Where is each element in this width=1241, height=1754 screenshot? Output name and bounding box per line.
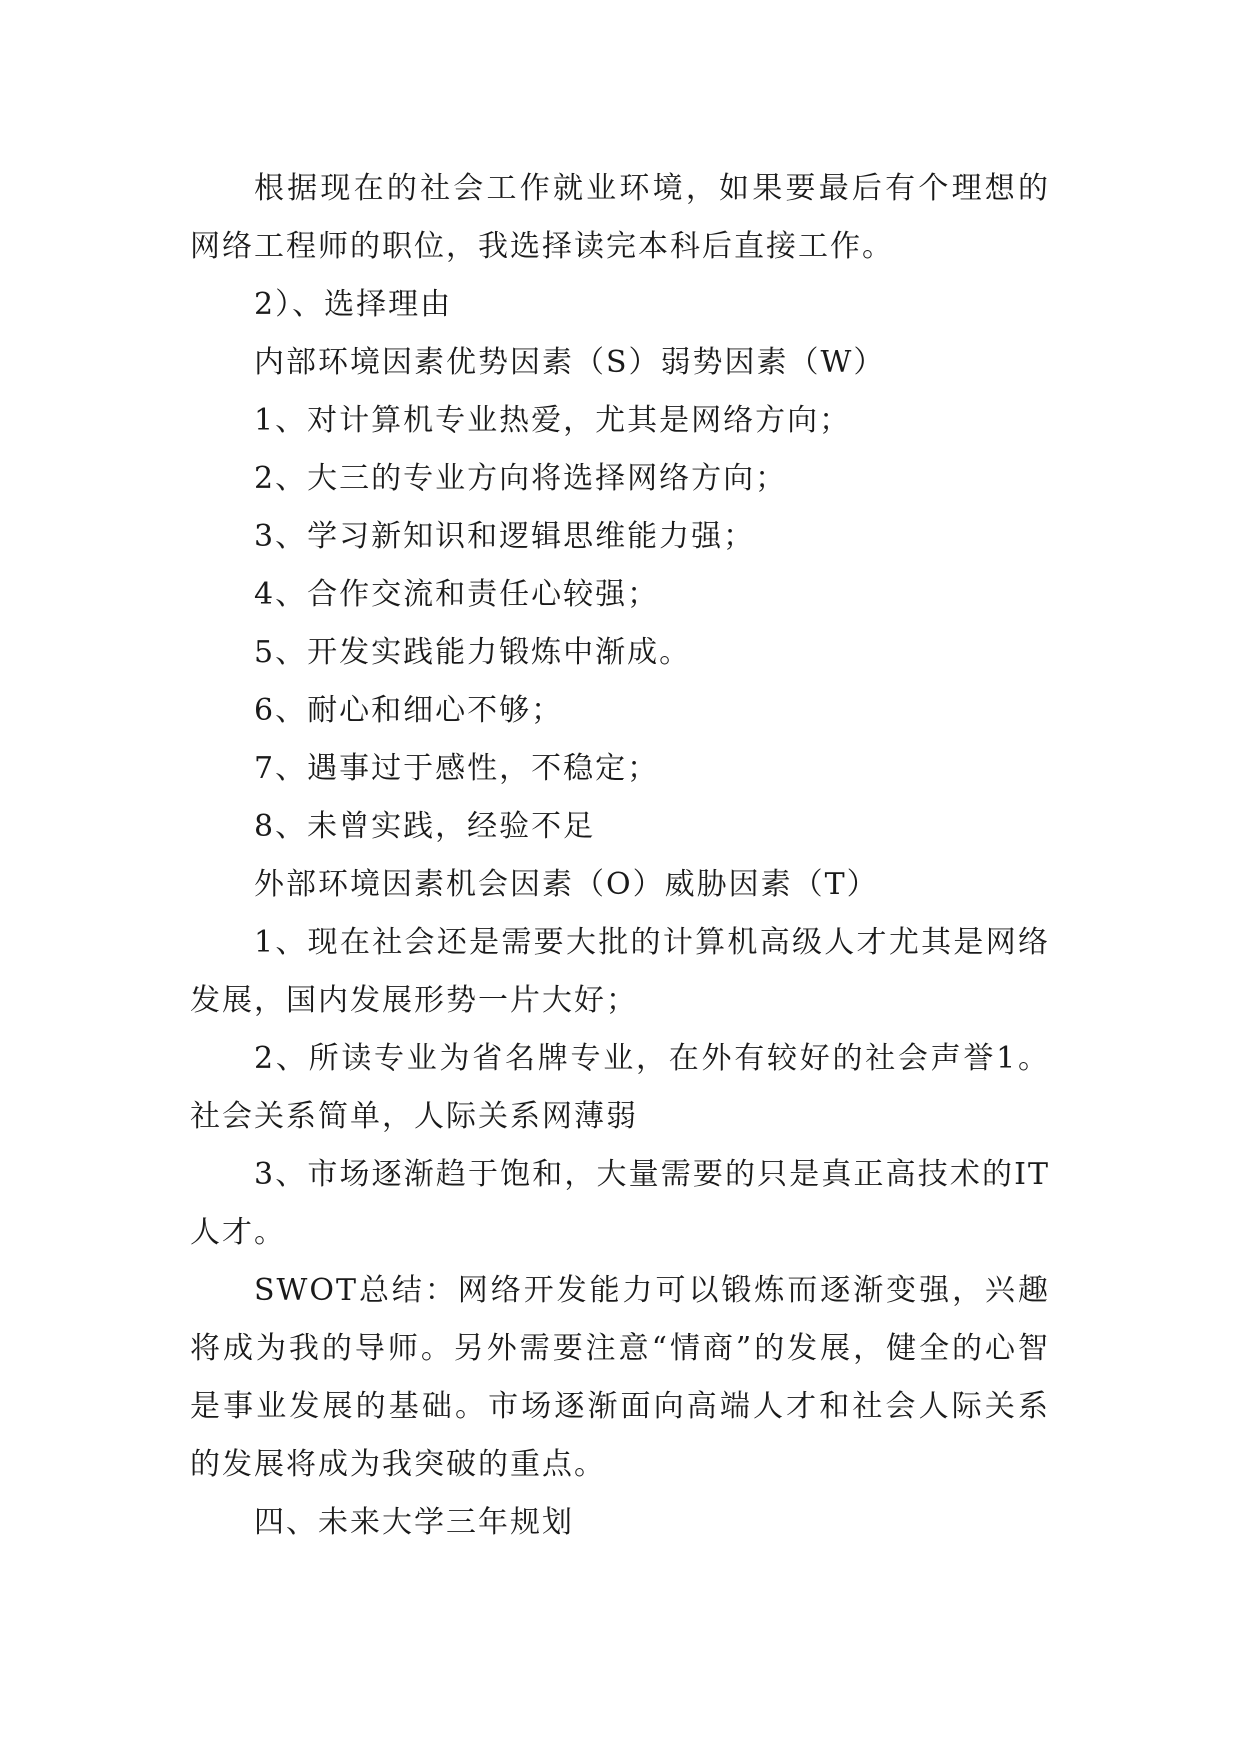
list-item-internal-8: 8、未曾实践，经验不足 (254, 809, 596, 844)
list-item-internal-4: 4、合作交流和责任心较强； (254, 577, 660, 612)
paragraph-swot-summary: SWOT总结：网络开发能力可以锻炼而逐渐变强，兴趣将成为我的导师。另外需要注意“情商”的发展，健全的心智是事业发展的基础。市场逐渐面向高端人才和社会人际关系的发展将成为我突破的重点。 (190, 1273, 1050, 1482)
paragraph-employment-choice: 根据现在的社会工作就业环境，如果要最后有个理想的网络工程师的职位，我选择读完本科后直接工作。 (190, 171, 1050, 264)
list-item-external-1: 1、现在社会还是需要大批的计算机高级人才尤其是网络发展，国内发展形势一片大好； (190, 925, 1050, 1018)
list-item-external-2: 2、所读专业为省名牌专业，在外有较好的社会声誉1。社会关系简单，人际关系网薄弱 (190, 1041, 1050, 1134)
list-item-internal-1: 1、对计算机专业热爱，尤其是网络方向； (254, 403, 852, 438)
section-heading-three-year-plan: 四、未来大学三年规划 (254, 1505, 574, 1540)
paragraph-external-factors-heading: 外部环境因素机会因素（O）威胁因素（T） (254, 867, 879, 902)
list-item-internal-6: 6、耐心和细心不够； (254, 693, 564, 728)
list-item-internal-7: 7、遇事过于感性，不稳定； (254, 751, 660, 786)
paragraph-internal-factors-heading: 内部环境因素优势因素（S）弱势因素（W） (254, 345, 886, 380)
list-item-external-3: 3、市场逐渐趋于饱和，大量需要的只是真正高技术的IT人才。 (190, 1157, 1050, 1250)
paragraph-reason-heading: 2）、选择理由 (254, 287, 453, 322)
list-item-internal-3: 3、学习新知识和逻辑思维能力强； (254, 519, 756, 554)
list-item-internal-2: 2、大三的专业方向将选择网络方向； (254, 461, 788, 496)
document-body (190, 160, 1050, 1552)
list-item-internal-5: 5、开发实践能力锻炼中渐成。 (254, 635, 692, 670)
